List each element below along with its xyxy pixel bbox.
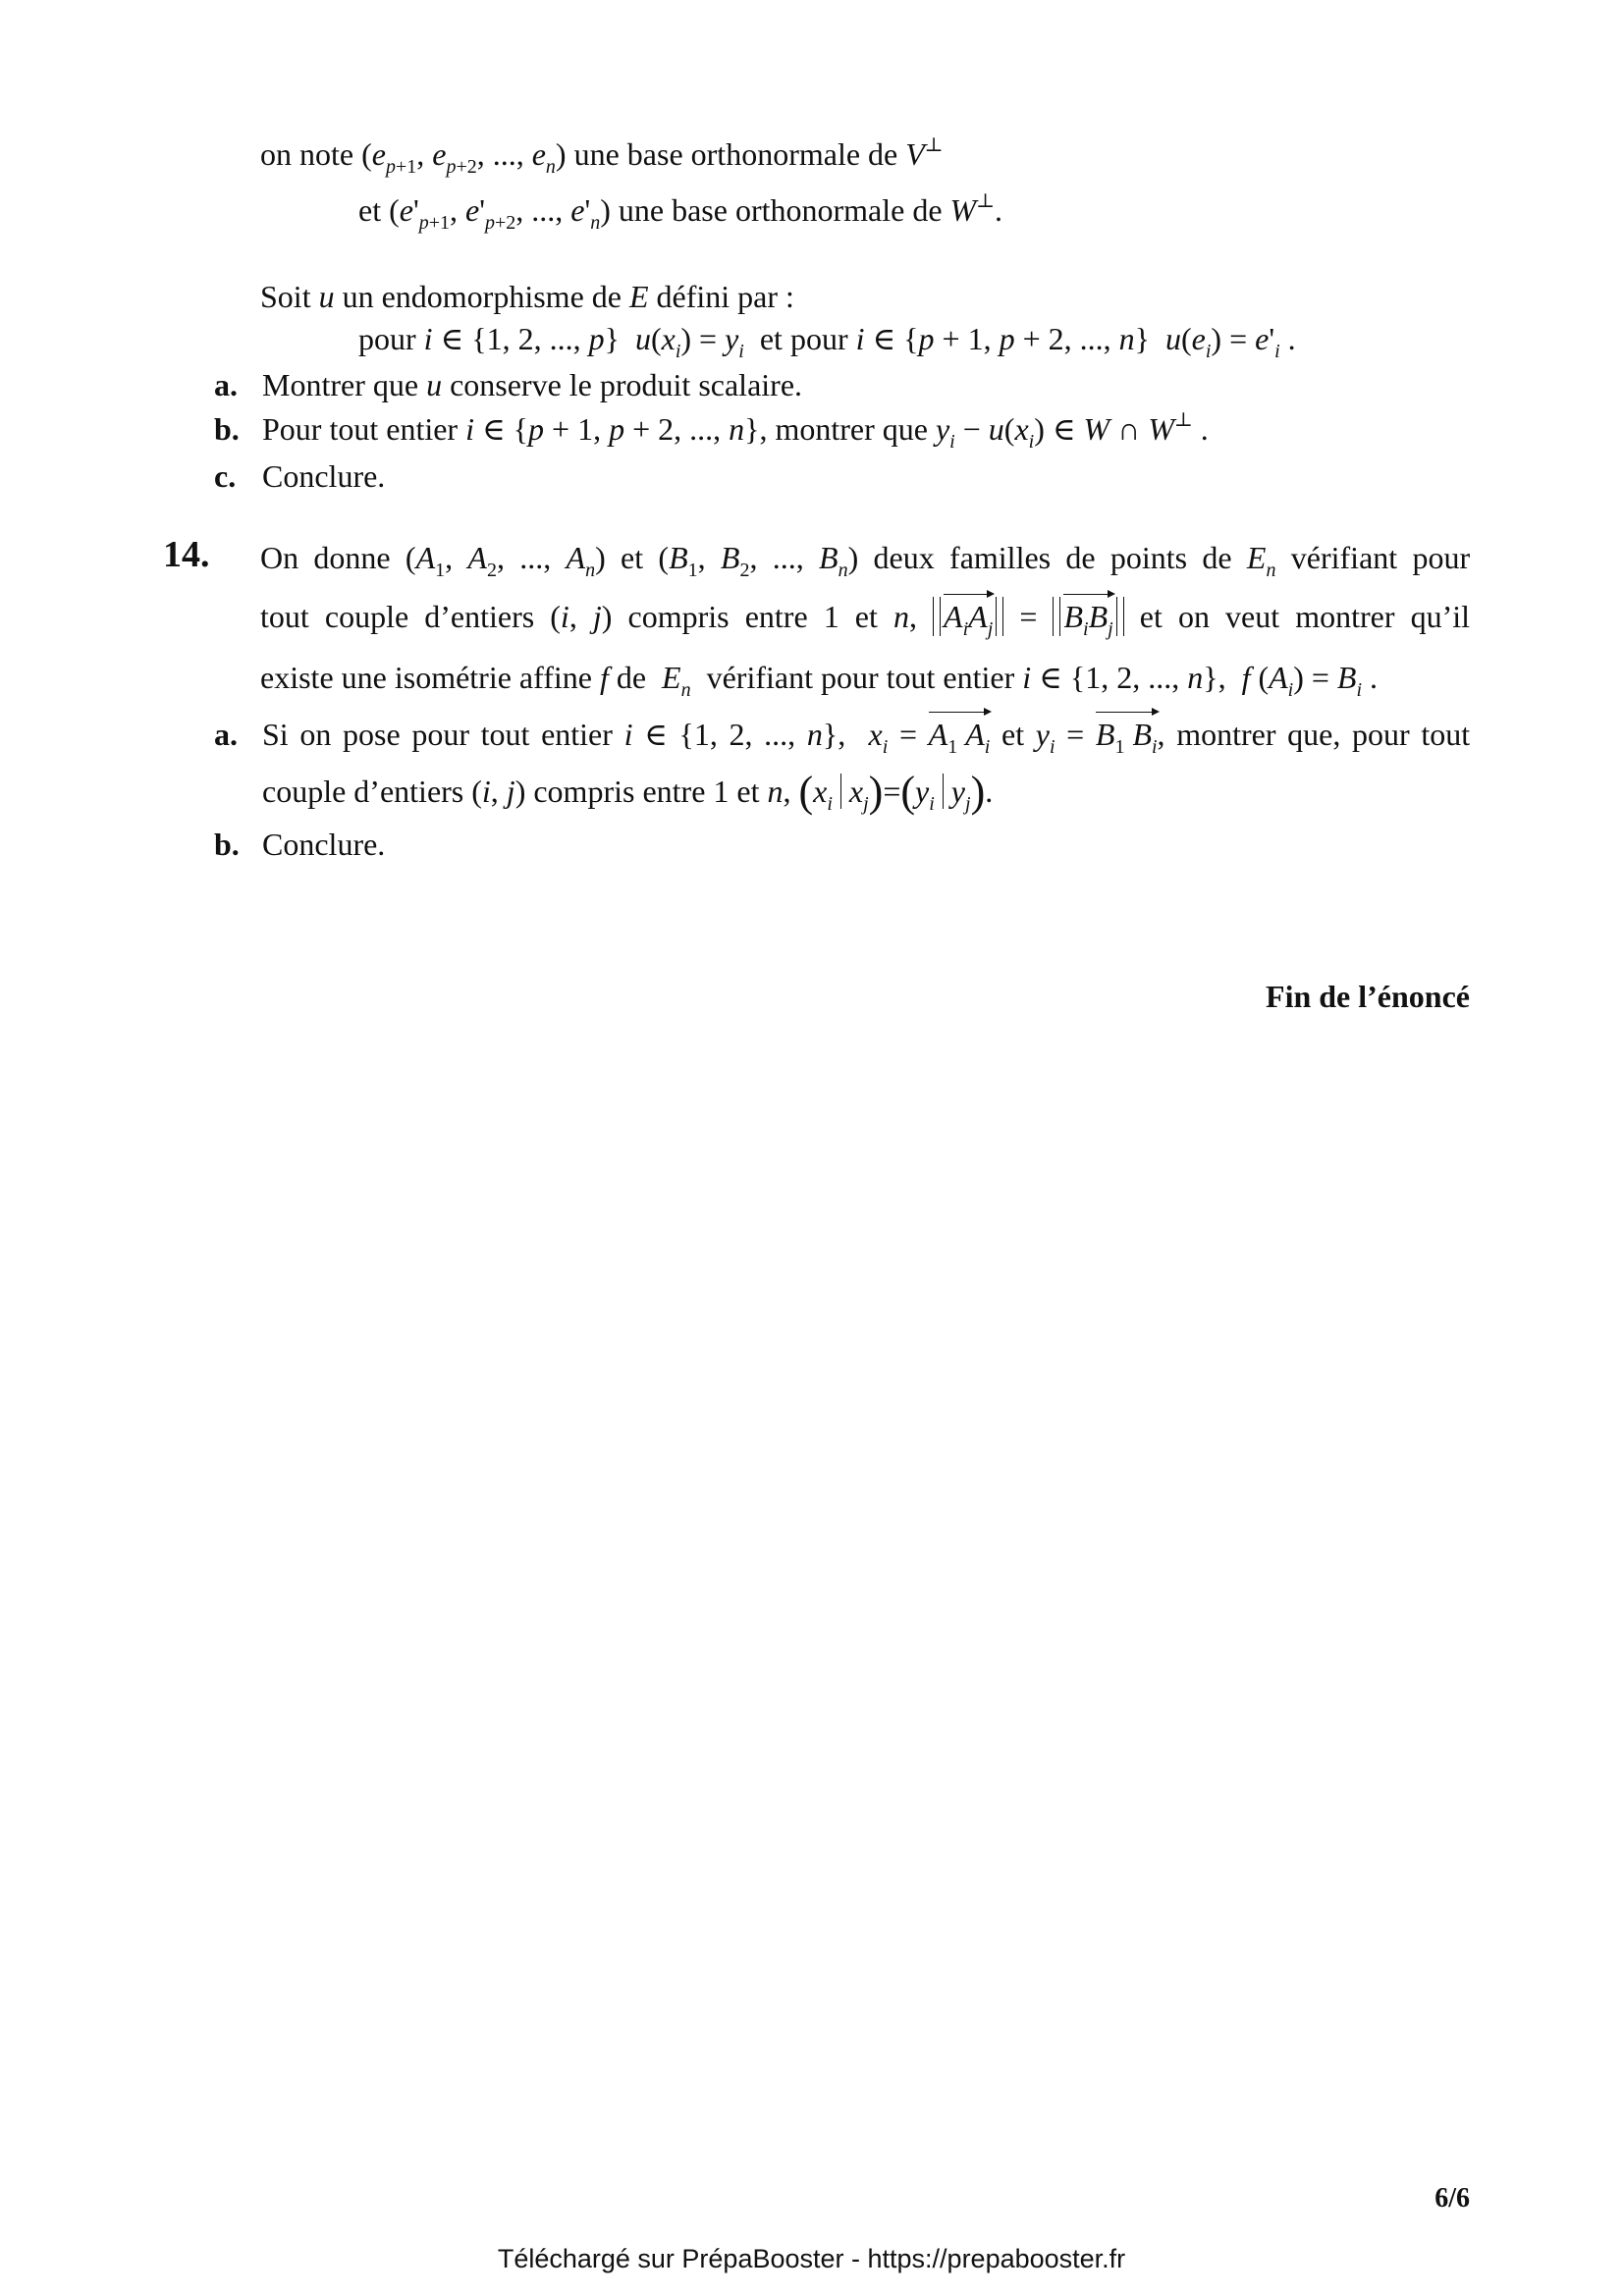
q13-line-basis-w: et ($e'_{p+1}$, $e'_{p+2}$, ..., $e'_n$) une base orthonormale de W⊥. (358, 190, 1002, 234)
download-footer: Téléchargé sur PrépaBooster - https://prepabooster.fr (497, 2244, 1126, 2273)
q13-item-c-label: c. (214, 458, 237, 494)
page-number: 6/6 (1434, 2183, 1470, 2214)
q13-definition-line: pour i ∈ {1, 2, ..., p} $u(x_i) = y_i$ et pour i ∈ {p + 1, p + 2, ..., n} $u(e_i) = e'_i$ . (358, 321, 1296, 362)
q14-item-b-label: b. (214, 827, 240, 862)
q14-number: 14. (163, 534, 210, 575)
end-of-statement: Fin de l’énoncé (1266, 979, 1470, 1014)
q14-item-a-line1: Si on pose pour tout entier i ∈ {1, 2, ..., n}, $x_i = A_1$ $A_i$ et $y_i = B_1$ $B_i$, montrer que, pour tout (262, 717, 1471, 758)
q14-item-a-label: a. (214, 717, 238, 752)
q13-item-a: Montrer que u conserve le produit scalaire. (262, 367, 803, 402)
q13-item-b: Pour tout entier i ∈ {p + 1, p + 2, ..., n}, montrer que $y_i - u(x_i)$ ∈ W ∩ W⊥ . (262, 409, 1209, 453)
q13-item-c: Conclure. (262, 458, 386, 494)
q14-intro-line: On donne ($A_1$, $A_2$, ..., $A_n$) et ($B_1$, $B_2$, ..., $B_n$) deux familles de points de $E_n$ vérifiant pour (260, 540, 1471, 581)
q14-couple-line: tout couple d’entiers (i, j) compris entre 1 et n, $A_iA_j = B_iB_j$ et on veut montrer qu’il (260, 599, 1470, 640)
q14-item-b: Conclure. (262, 827, 386, 862)
norm-bibj: $B_iB_j$ (1053, 597, 1123, 636)
q14-isometry-line: existe une isométrie affine f de $E_n$ vérifiant pour tout entier i ∈ {1, 2, ..., n}, f $(A_i) = B_i$ . (260, 660, 1379, 701)
q13-line-basis-v: on note ($e_{p+1}$, $e_{p+2}$, ..., $e_n$) une base orthonormale de V⊥ (260, 134, 944, 178)
q13-item-a-label: a. (214, 367, 238, 402)
q13-item-b-label: b. (214, 411, 240, 447)
q13-soit-line: Soit u un endomorphisme de E défini par : (260, 279, 794, 314)
norm-aiaj: $A_iA_j$ (933, 597, 1003, 636)
q14-item-a-line2: couple d’entiers (i, j) compris entre 1 et n, ($x_i$ $x_j)=(y_i$ $y_j$). (262, 768, 994, 816)
